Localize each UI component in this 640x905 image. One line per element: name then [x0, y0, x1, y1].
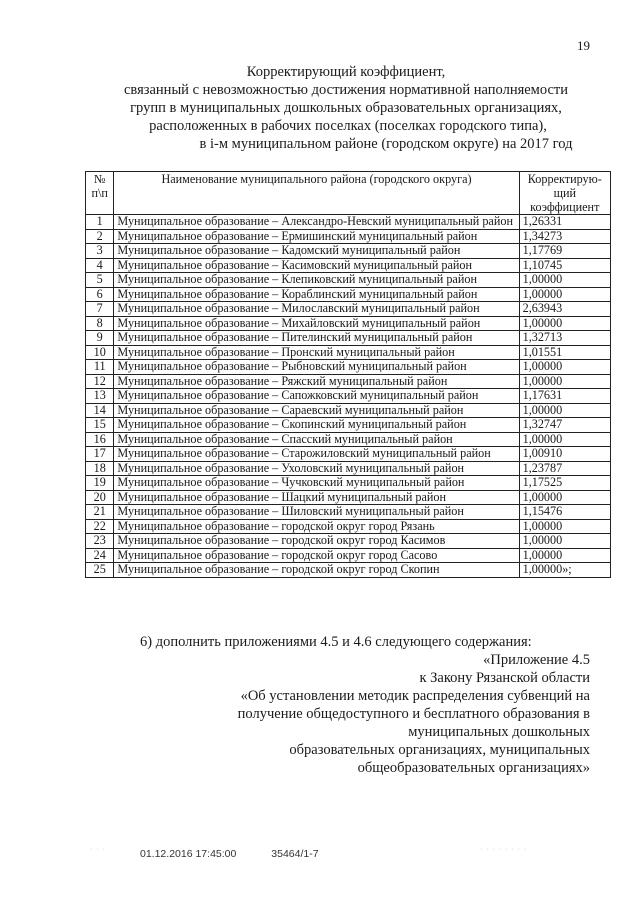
- title-line: связанный с невозможностью достижения нормативной наполняемости: [124, 82, 568, 98]
- table-row: [86, 461, 611, 476]
- table-row: [86, 287, 611, 302]
- row-number: 9: [86, 331, 114, 346]
- appendix-line: получение общедоступного и бесплатного образования в: [237, 706, 590, 722]
- row-number: 6: [86, 287, 114, 302]
- row-coefficient: 1,00000: [519, 548, 610, 563]
- row-number: 18: [86, 461, 114, 476]
- scan-noise: · · ·: [90, 846, 106, 853]
- amendment-text: [80, 633, 610, 777]
- row-coefficient: 1,32747: [519, 418, 610, 433]
- row-district-name: Муниципальное образование – Чучковский муниципальный район: [114, 476, 519, 491]
- table-row: [86, 258, 611, 273]
- appendix-line: «Приложение 4.5: [483, 652, 590, 668]
- row-coefficient: 1,26331: [519, 215, 610, 230]
- row-number: 22: [86, 519, 114, 534]
- row-coefficient: 1,23787: [519, 461, 610, 476]
- row-district-name: Муниципальное образование – Сапожковский муниципальный район: [114, 389, 519, 404]
- row-district-name: Муниципальное образование – Милославский муниципальный район: [114, 302, 519, 317]
- row-coefficient: 1,00000: [519, 273, 610, 288]
- row-coefficient: 1,17631: [519, 389, 610, 404]
- appendix-line: образовательных организациях, муниципальных: [289, 742, 590, 758]
- footer-timestamp: 01.12.2016 17:45:00: [140, 848, 237, 860]
- row-number: 3: [86, 244, 114, 259]
- table-row: [86, 215, 611, 230]
- row-district-name: Муниципальное образование – Скопинский муниципальный район: [114, 418, 519, 433]
- table-row: [86, 403, 611, 418]
- row-number: 7: [86, 302, 114, 317]
- row-district-name: Муниципальное образование – городской округ город Сасово: [114, 548, 519, 563]
- row-number: 4: [86, 258, 114, 273]
- row-coefficient: 1,00910: [519, 447, 610, 462]
- row-coefficient: 1,00000: [519, 490, 610, 505]
- row-number: 14: [86, 403, 114, 418]
- table-row: [86, 519, 611, 534]
- row-district-name: Муниципальное образование – Спасский муниципальный район: [114, 432, 519, 447]
- title-line: расположенных в рабочих поселках (поселках городского типа),: [149, 118, 547, 134]
- row-number: 17: [86, 447, 114, 462]
- title-line: групп в муниципальных дошкольных образовательных организациях,: [130, 100, 562, 116]
- table-row: [86, 505, 611, 520]
- document-title: [80, 63, 612, 153]
- row-coefficient: 1,01551: [519, 345, 610, 360]
- coefficient-table: [85, 171, 611, 578]
- table-header-row: [86, 172, 611, 215]
- row-district-name: Муниципальное образование – Александро-Невский муниципальный район: [114, 215, 519, 230]
- row-district-name: Муниципальное образование – Рыбновский муниципальный район: [114, 360, 519, 375]
- table-row: [86, 316, 611, 331]
- table-row: [86, 432, 611, 447]
- table-row: [86, 229, 611, 244]
- page-number: 19: [577, 38, 590, 53]
- row-number: 1: [86, 215, 114, 230]
- appendix-line: «Об установлении методик распределения субвенций на: [240, 688, 590, 704]
- table-row: [86, 360, 611, 375]
- row-district-name: Муниципальное образование – Михайловский муниципальный район: [114, 316, 519, 331]
- row-coefficient: 1,17769: [519, 244, 610, 259]
- table-row: [86, 563, 611, 578]
- title-line: в i-м муниципальном районе (городском округе) на 2017 год: [199, 136, 573, 152]
- row-district-name: Муниципальное образование – Шиловский муниципальный район: [114, 505, 519, 520]
- footer-doc-id: 35464/1-7: [271, 848, 319, 860]
- title-line: Корректирующий коэффициент,: [246, 64, 446, 80]
- table-row: [86, 273, 611, 288]
- row-number: 2: [86, 229, 114, 244]
- table-row: [86, 418, 611, 433]
- row-number: 20: [86, 490, 114, 505]
- table-row: [86, 534, 611, 549]
- row-coefficient: 1,32713: [519, 331, 610, 346]
- row-district-name: Муниципальное образование – Ухоловский муниципальный район: [114, 461, 519, 476]
- row-number: 8: [86, 316, 114, 331]
- header-number: № п\п: [86, 172, 114, 215]
- row-district-name: Муниципальное образование – Клепиковский муниципальный район: [114, 273, 519, 288]
- row-number: 12: [86, 374, 114, 389]
- row-coefficient: 1,00000: [519, 534, 610, 549]
- appendix-line: муниципальных дошкольных: [408, 724, 590, 740]
- row-coefficient: 1,00000: [519, 519, 610, 534]
- table-row: [86, 476, 611, 491]
- row-number: 11: [86, 360, 114, 375]
- header-coefficient: Корректирую-щий коэффициент: [519, 172, 610, 215]
- row-number: 19: [86, 476, 114, 491]
- row-coefficient: 1,10745: [519, 258, 610, 273]
- scan-noise: · · · · · · · ·: [480, 846, 528, 853]
- table-row: [86, 244, 611, 259]
- row-number: 25: [86, 563, 114, 578]
- table-row: [86, 345, 611, 360]
- row-district-name: Муниципальное образование – Касимовский муниципальный район: [114, 258, 519, 273]
- row-district-name: Муниципальное образование – городской округ город Скопин: [114, 563, 519, 578]
- appendix-header: [80, 651, 610, 777]
- footer: [140, 848, 351, 860]
- table-row: [86, 331, 611, 346]
- amendment-item-6: 6) дополнить приложениями 4.5 и 4.6 следующего содержания:: [140, 634, 532, 650]
- row-district-name: Муниципальное образование – Ермишинский муниципальный район: [114, 229, 519, 244]
- table-row: [86, 389, 611, 404]
- row-coefficient: 1,00000: [519, 360, 610, 375]
- row-district-name: Муниципальное образование – городской округ город Касимов: [114, 534, 519, 549]
- row-coefficient: 1,00000: [519, 374, 610, 389]
- row-district-name: Муниципальное образование – Старожиловский муниципальный район: [114, 447, 519, 462]
- table-row: [86, 374, 611, 389]
- table-row: [86, 302, 611, 317]
- row-number: 21: [86, 505, 114, 520]
- appendix-line: к Закону Рязанской области: [419, 670, 590, 686]
- row-number: 15: [86, 418, 114, 433]
- row-number: 13: [86, 389, 114, 404]
- row-district-name: Муниципальное образование – Пронский муниципальный район: [114, 345, 519, 360]
- row-coefficient: 2,63943: [519, 302, 610, 317]
- row-coefficient: 1,15476: [519, 505, 610, 520]
- table-row: [86, 490, 611, 505]
- row-coefficient: 1,17525: [519, 476, 610, 491]
- row-district-name: Муниципальное образование – Пителинский муниципальный район: [114, 331, 519, 346]
- row-number: 16: [86, 432, 114, 447]
- row-district-name: Муниципальное образование – Кадомский муниципальный район: [114, 244, 519, 259]
- header-district-name: Наименование муниципального района (городского округа): [114, 172, 519, 215]
- row-number: 10: [86, 345, 114, 360]
- row-number: 24: [86, 548, 114, 563]
- row-district-name: Муниципальное образование – Ряжский муниципальный район: [114, 374, 519, 389]
- row-district-name: Муниципальное образование – городской округ город Рязань: [114, 519, 519, 534]
- row-coefficient: 1,00000»;: [519, 563, 610, 578]
- appendix-line: общеобразовательных организациях»: [357, 760, 590, 776]
- row-district-name: Муниципальное образование – Сараевский муниципальный район: [114, 403, 519, 418]
- table-row: [86, 447, 611, 462]
- row-number: 5: [86, 273, 114, 288]
- row-coefficient: 1,34273: [519, 229, 610, 244]
- row-coefficient: 1,00000: [519, 316, 610, 331]
- row-coefficient: 1,00000: [519, 287, 610, 302]
- row-district-name: Муниципальное образование – Шацкий муниципальный район: [114, 490, 519, 505]
- table-row: [86, 548, 611, 563]
- row-number: 23: [86, 534, 114, 549]
- row-district-name: Муниципальное образование – Кораблинский муниципальный район: [114, 287, 519, 302]
- row-coefficient: 1,00000: [519, 403, 610, 418]
- row-coefficient: 1,00000: [519, 432, 610, 447]
